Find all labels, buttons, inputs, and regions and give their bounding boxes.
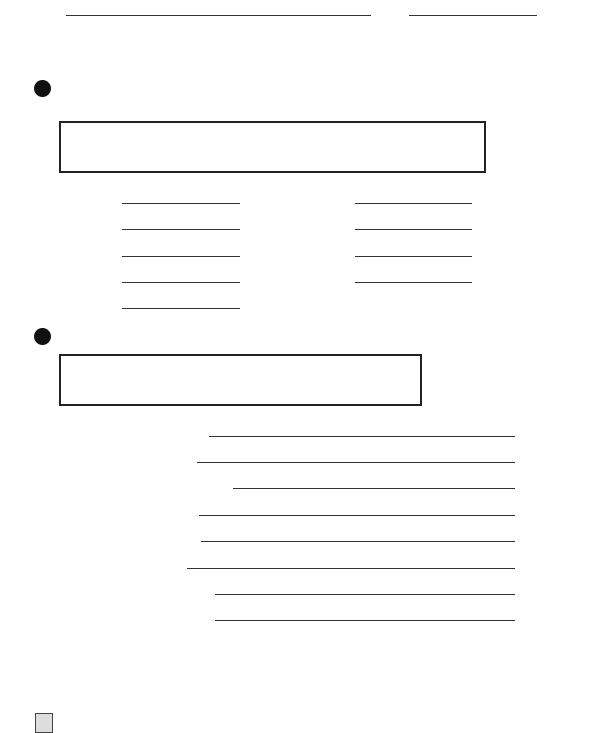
synonym-item bbox=[62, 244, 68, 256]
riddle-item bbox=[62, 424, 68, 436]
answer-line[interactable] bbox=[215, 620, 515, 621]
answer-line[interactable] bbox=[215, 594, 515, 595]
synonym-item bbox=[295, 191, 301, 203]
answer-line[interactable] bbox=[122, 282, 240, 283]
answer-line[interactable] bbox=[355, 282, 472, 283]
riddle-item bbox=[62, 556, 68, 568]
synonym-item bbox=[295, 244, 301, 256]
synonym-item bbox=[62, 270, 68, 282]
answer-line[interactable] bbox=[355, 256, 472, 257]
riddle-item bbox=[62, 450, 68, 462]
answer-line[interactable] bbox=[187, 568, 515, 569]
section-f-badge bbox=[34, 80, 51, 97]
riddle-item bbox=[62, 476, 68, 488]
answer-line[interactable] bbox=[355, 229, 472, 230]
synonym-item bbox=[295, 270, 301, 282]
answer-line[interactable] bbox=[122, 203, 240, 204]
riddle-item bbox=[62, 608, 68, 620]
riddle-word-box bbox=[59, 354, 422, 406]
synonym-word-box bbox=[59, 121, 486, 173]
synonym-item bbox=[62, 217, 68, 229]
answer-line[interactable] bbox=[355, 203, 472, 204]
answer-line[interactable] bbox=[122, 308, 240, 309]
riddle-item bbox=[62, 503, 68, 515]
synonym-item bbox=[62, 191, 68, 203]
answer-line[interactable] bbox=[197, 462, 515, 463]
answer-line[interactable] bbox=[199, 515, 515, 516]
section-g-badge bbox=[34, 328, 51, 345]
synonym-item bbox=[295, 217, 301, 229]
answer-line[interactable] bbox=[209, 436, 515, 437]
synonym-item bbox=[62, 296, 68, 308]
riddle-item bbox=[62, 529, 68, 541]
answer-line[interactable] bbox=[122, 256, 240, 257]
answer-line[interactable] bbox=[201, 541, 515, 542]
answer-line[interactable] bbox=[122, 229, 240, 230]
answer-line[interactable] bbox=[233, 488, 515, 489]
title-decor-border bbox=[0, 0, 600, 80]
riddle-item bbox=[62, 582, 68, 594]
page-number bbox=[35, 713, 53, 733]
section-f-instruction bbox=[60, 81, 510, 97]
